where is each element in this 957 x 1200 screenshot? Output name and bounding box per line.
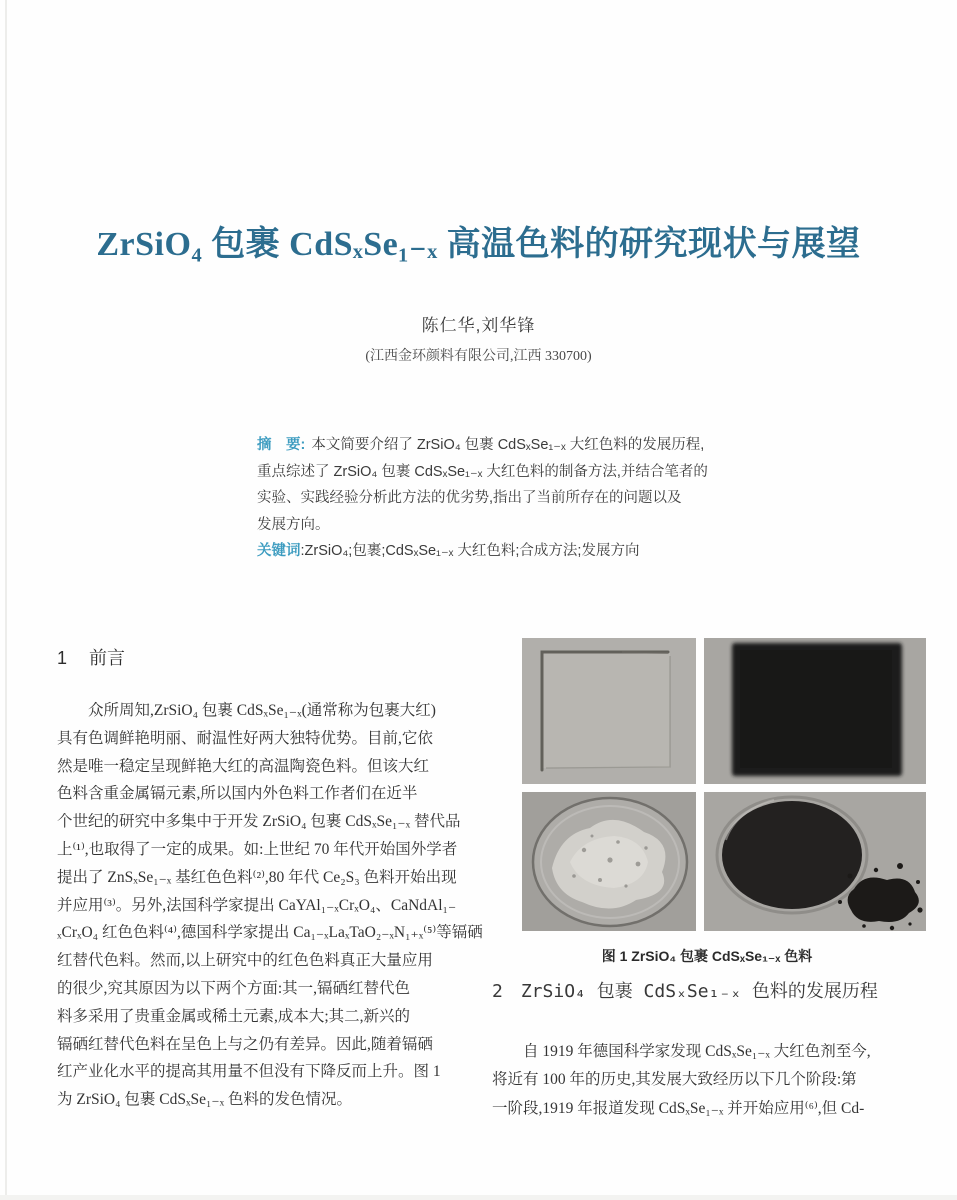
- intro-line: ₓCrₓO₄ 红色色料⁽⁴⁾,德国科学家提出 Ca₁₋ₓLaₓTaO₂₋ₓN₁₊ₓ⁽⁵⁾等镉硒: [57, 924, 483, 942]
- figure-1: [522, 638, 926, 931]
- figure-photo-pigmented-tile: [704, 638, 926, 784]
- figure-photo-red-powder: [704, 792, 926, 931]
- page-scan-left-edge: [5, 0, 7, 1200]
- figure-photo-blank-tile: [522, 638, 696, 784]
- abstract-text: 本文简要介绍了 ZrSiO₄ 包裹 CdSₓSe₁₋ₓ 大红色料的发展历程,: [311, 437, 705, 453]
- section2-number: 2: [492, 981, 503, 1002]
- intro-line: 镉硒红替代色料在呈色上与之仍有差异。因此,随着镉硒: [57, 1035, 433, 1053]
- intro-line: 上⁽¹⁾,也取得了一定的成果。如:上世纪 70 年代开始国外学者: [57, 840, 458, 858]
- keywords-line: [257, 538, 727, 565]
- paragraph-line: 自 1919 年德国科学家发现 CdSₓSe₁₋ₓ 大红色剂至今,: [523, 1043, 871, 1060]
- abstract-line: 发展方向。: [257, 516, 330, 533]
- figure-photo-white-powder: [522, 792, 696, 931]
- intro-line: 色料含重金属镉元素,所以国内外色料工作者们在近半: [57, 785, 418, 803]
- abstract-label: 摘 要:: [257, 437, 306, 453]
- intro-line: 个世纪的研究中多集中于开发 ZrSiO₄ 包裹 CdSₓSe₁₋ₓ 替代品: [57, 813, 461, 831]
- intro-line: 并应用⁽³⁾。另外,法国科学家提出 CaYAl₁₋ₓCrₓO₄、CaNdAl₁₋: [57, 896, 457, 914]
- intro-line: 然是唯一稳定呈现鲜艳大红的高温陶瓷色料。但该大红: [57, 757, 430, 775]
- section2-title: ZrSiO₄ 包裹 CdSₓSe₁₋ₓ 色料的发展历程: [520, 981, 878, 1002]
- paper-title: ZrSiO₄ 包裹 CdSₓSe₁₋ₓ 高温色料的研究现状与展望: [96, 226, 861, 263]
- intro-line: 红产业化水平的提高其用量不但没有下降反而上升。图 1: [57, 1063, 441, 1081]
- intro-line: 料多采用了贵重金属或稀土元素,成本大;其二,新兴的: [57, 1007, 411, 1025]
- intro-line: 红替代色料。然而,以上研究中的红色色料真正大量应用: [57, 952, 433, 970]
- abstract-line: 实验、实践经验分析此方法的优劣势,指出了当前所存在的问题以及: [257, 490, 682, 507]
- section2-heading: [492, 977, 942, 1003]
- section1-heading: [57, 644, 125, 670]
- abstract-line: 重点综述了 ZrSiO₄ 包裹 CdSₓSe₁₋ₓ 大红色料的制备方法,并结合笔者的: [257, 463, 708, 480]
- intro-line: 的很少,究其原因为以下两个方面:其一,镉硒红替代色: [57, 979, 411, 997]
- affiliation: (江西金环颜料有限公司,江西 330700): [365, 349, 592, 364]
- keywords-text: :ZrSiO₄;包裹;CdSₓSe₁₋ₓ 大红色料;合成方法;发展方向: [300, 543, 640, 560]
- paragraph-line: 将近有 100 年的历史,其发展大致经历以下几个阶段:第: [492, 1071, 857, 1089]
- section2-paragraph: [492, 1038, 928, 1123]
- figure-caption: 图 1 ZrSiO₄ 包裹 CdSₓSe₁₋ₓ 色料: [601, 948, 813, 964]
- intro-paragraph: [57, 697, 491, 1114]
- abstract-block: [257, 432, 727, 565]
- intro-line: 提出了 ZnSₓSe₁₋ₓ 基红色色料⁽²⁾,80 年代 Ce₂S₃ 色料开始出现: [57, 868, 457, 886]
- authors: 陈仁华,刘华锋: [421, 316, 536, 335]
- intro-line: 为 ZrSiO₄ 包裹 CdSₓSe₁₋ₓ 色料的发色情况。: [57, 1091, 352, 1109]
- intro-line: 具有色调鲜艳明丽、耐温性好两大独特优势。目前,它依: [57, 729, 433, 747]
- page-scan-bottom-edge: [0, 1195, 957, 1200]
- abstract-line: [257, 432, 727, 459]
- keywords-label: 关键词: [257, 543, 301, 560]
- section1-number: 1: [57, 648, 68, 668]
- paragraph-line: 一阶段,1919 年报道发现 CdSₓSe₁₋ₓ 并开始应用⁽⁶⁾,但 Cd-: [492, 1099, 865, 1117]
- section1-title: 前言: [89, 648, 126, 668]
- intro-line: 众所周知,ZrSiO₄ 包裹 CdSₓSe₁₋ₓ(通常称为包裹大红): [88, 702, 436, 719]
